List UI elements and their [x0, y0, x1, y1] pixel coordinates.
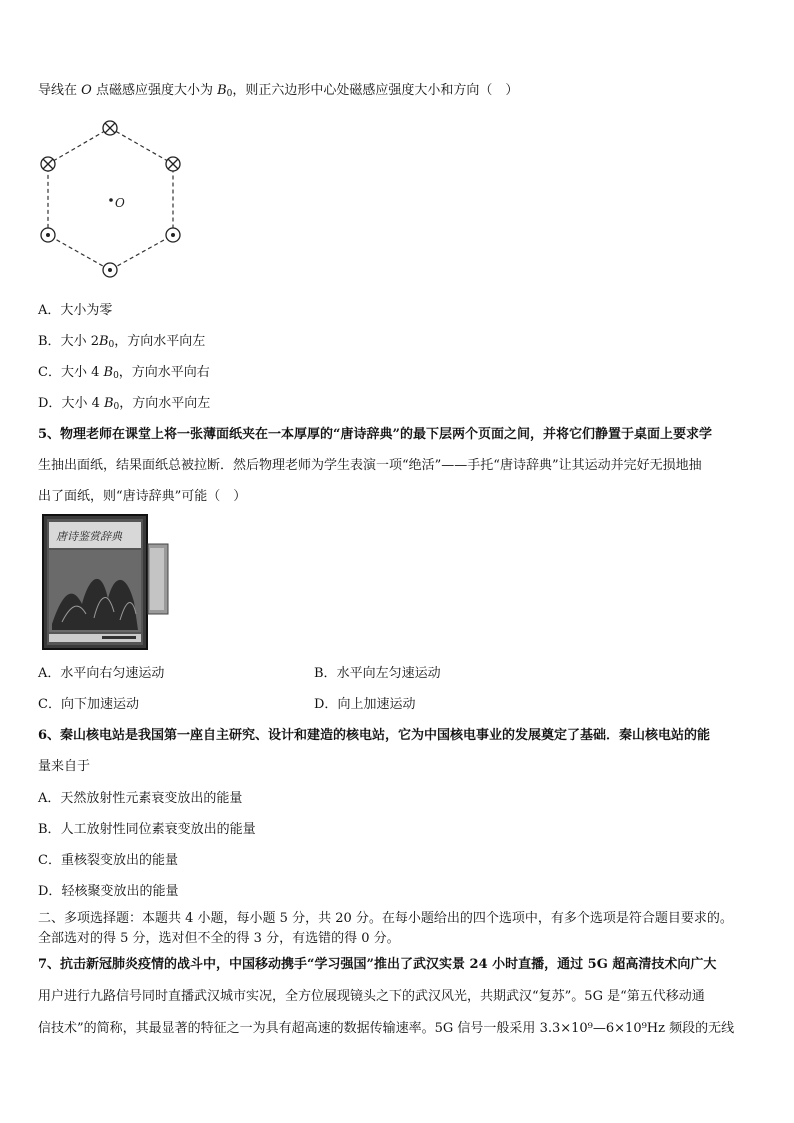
center-label: O: [115, 196, 125, 210]
hexagon-diagram: [36, 112, 196, 282]
q5-stem-line2: 生抽出面纸，结果面纸总被拉断．然后物理老师为学生表演一项“绝活”——手托“唐诗辞典”让其运动并完好无损地抽: [38, 458, 702, 473]
wire-into-page-icon: [41, 157, 55, 171]
q5-option-b[interactable]: B．水平向左匀速运动: [314, 666, 441, 681]
q4-stem-post: ，则正六边形中心处磁感应强度大小和方向（ ）: [232, 83, 519, 98]
q4-option-a[interactable]: A．大小为零: [38, 303, 113, 318]
q7-stem-line2: 用户进行九路信号同时直播武汉城市实况，全方位展现镜头之下的武汉风光，共期武汉“复苏”。5G 是“第五代移动通: [38, 989, 705, 1004]
q6-stem-line2: 量来自于: [38, 759, 91, 774]
q4-stem-o: O: [81, 83, 92, 98]
q6-option-a[interactable]: A．天然放射性元素衰变放出的能量: [38, 791, 243, 806]
q4-stem-pre: 导线在: [38, 83, 82, 98]
q5-option-a[interactable]: A．水平向右匀速运动: [38, 666, 165, 681]
q5-option-d[interactable]: D．向上加速运动: [314, 697, 416, 712]
wire-out-of-page-icon: [166, 228, 180, 242]
q4-stem-b-sub: 0: [226, 89, 233, 99]
wire-out-of-page-icon: [103, 263, 117, 277]
q6-stem-line1: 6、秦山核电站是我国第一座自主研究、设计和建造的核电站，它为中国核电事业的发展奠定了基础．秦山核电站的能: [38, 728, 711, 743]
q4-option-c[interactable]: C．大小 4 $B_0$，方向水平向右: [38, 365, 210, 381]
q6-option-c[interactable]: C．重核裂变放出的能量: [38, 853, 178, 868]
q4-stem: [38, 82, 518, 103]
book-illustration: [42, 514, 172, 652]
q5-stem-line3: 出了面纸，则“唐诗辞典”可能（ ）: [38, 489, 247, 504]
wire-into-page-icon: [166, 157, 180, 171]
q4-stem-b: B: [217, 83, 227, 98]
q5-option-c[interactable]: C．向下加速运动: [38, 697, 139, 712]
q4-option-d[interactable]: D．大小 4 $B_0$，方向水平向左: [38, 396, 211, 412]
wire-out-of-page-icon: [41, 228, 55, 242]
section2-header-line1: 二、多项选择题：本题共 4 小题，每小题 5 分，共 20 分。在每小题给出的四个选项中，有多个选项是符合题目要求的。: [38, 911, 733, 926]
q4-stem-mid: 点磁感应强度大小为: [91, 83, 218, 98]
section2-header-line2: 全部选对的得 5 分，选对但不全的得 3 分，有选错的得 0 分。: [38, 931, 400, 946]
q5-stem-line1: 5、物理老师在课堂上将一张薄面纸夹在一本厚厚的“唐诗辞典”的最下层两个页面之间，并将它们静置于桌面上要求学: [38, 427, 713, 442]
q6-option-b[interactable]: B．人工放射性同位素衰变放出的能量: [38, 822, 256, 837]
q7-stem-line1: 7、抗击新冠肺炎疫情的战斗中，中国移动携手“学习强国”推出了武汉实景 24 小时直播，通过 5G 超高清技术向广大: [38, 957, 717, 972]
book-title: 唐诗鉴赏辞典: [56, 530, 122, 543]
center-point: [109, 198, 113, 202]
q7-stem-line3: 信技术”的简称，其最显著的特征之一为具有超高速的数据传输速率。5G 信号一般采用 3.3×10⁹—6×10⁹Hz 频段的无线: [38, 1021, 735, 1036]
wire-into-page-icon: [103, 121, 117, 135]
q4-option-b[interactable]: B．大小 $2B_0$，方向水平向左: [38, 334, 206, 350]
q6-option-d[interactable]: D．轻核聚变放出的能量: [38, 884, 179, 899]
